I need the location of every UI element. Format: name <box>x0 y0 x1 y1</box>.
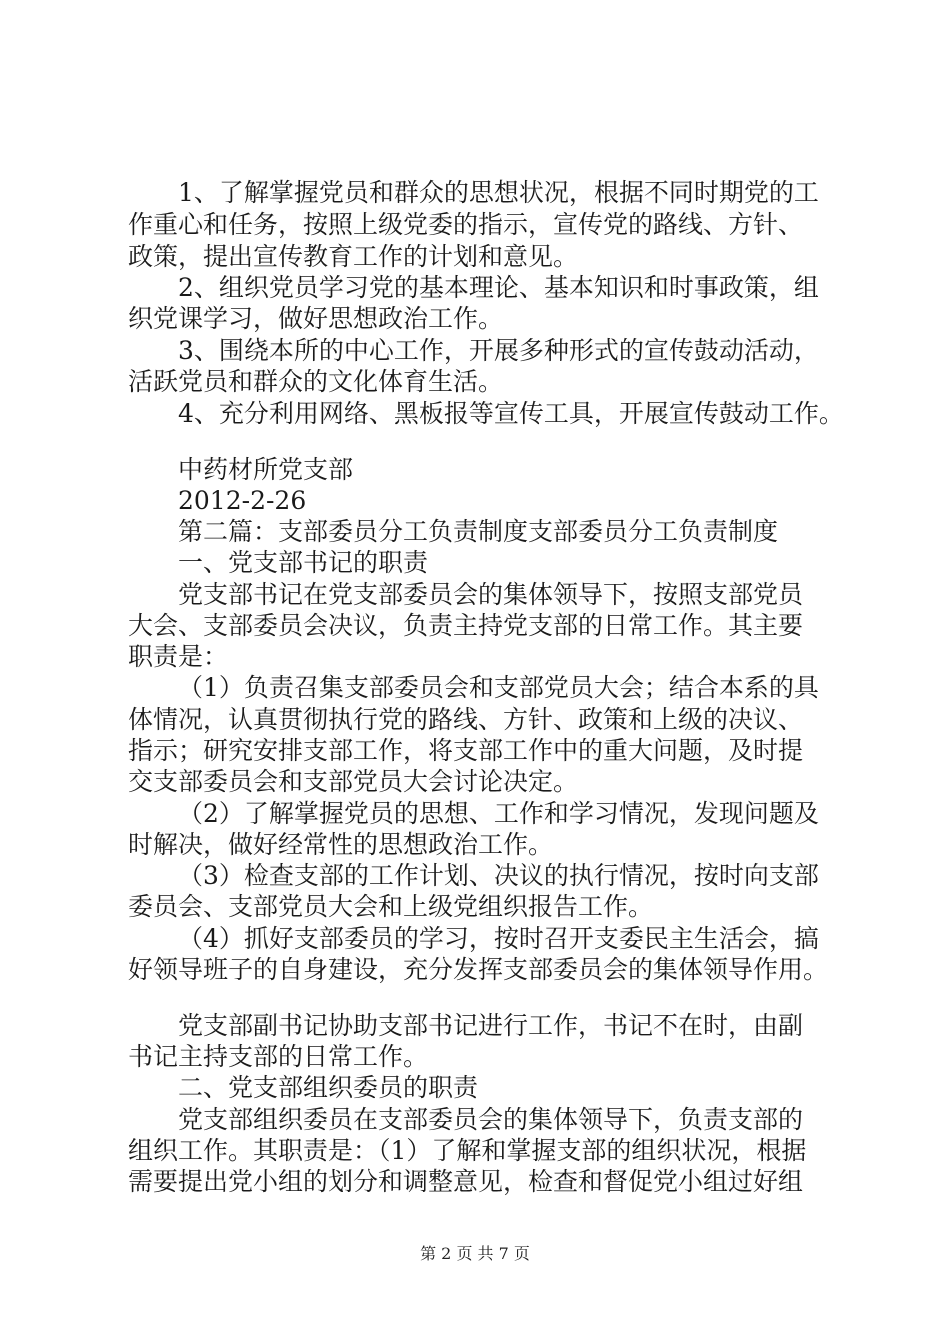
text-line: 2、组织党员学习党的基本理论、基本知识和时事政策，组 <box>178 273 819 302</box>
organization-name: 中药材所党支部 <box>178 455 354 484</box>
text-line: （2）了解掌握党员的思想、工作和学习情况，发现问题及 <box>178 799 819 828</box>
text-line: 书记主持支部的日常工作。 <box>128 1042 429 1071</box>
text-line: 体情况，认真贯彻执行党的路线、方针、政策和上级的决议、 <box>128 705 804 734</box>
text-line: 3、围绕本所的中心工作，开展多种形式的宣传鼓动活动， <box>178 336 819 365</box>
text-line: 交支部委员会和支部党员大会讨论决定。 <box>128 767 579 796</box>
text-line: （4）抓好支部委员的学习，按时召开支委民主生活会，搞 <box>178 924 819 953</box>
text-line: 活跃党员和群众的文化体育生活。 <box>128 367 504 396</box>
text-line: 指示；研究安排支部工作，将支部工作中的重大问题，及时提 <box>128 736 804 765</box>
subsection-heading: 一、党支部书记的职责 <box>178 548 429 577</box>
text-line: 大会、支部委员会决议，负责主持党支部的日常工作。其主要 <box>128 611 804 640</box>
text-line: 4、充分利用网络、黑板报等宣传工具，开展宣传鼓动工作。 <box>178 399 844 428</box>
text-line: 党支部书记在党支部委员会的集体领导下，按照支部党员 <box>178 580 804 609</box>
section-heading: 第二篇：支部委员分工负责制度支部委员分工负责制度 <box>178 517 779 546</box>
subsection-heading: 二、党支部组织委员的职责 <box>178 1073 479 1102</box>
text-line: 职责是： <box>128 642 229 671</box>
text-line: 织党课学习，做好思想政治工作。 <box>128 304 504 333</box>
text-line: 党支部副书记协助支部书记进行工作，书记不在时，由副 <box>178 1011 804 1040</box>
text-line: 时解决，做好经常性的思想政治工作。 <box>128 830 554 859</box>
text-line: 需要提出党小组的划分和调整意见，检查和督促党小组过好组 <box>128 1167 804 1196</box>
date-line: 2012-2-26 <box>178 486 307 515</box>
text-line: 委员会、支部党员大会和上级党组织报告工作。 <box>128 892 654 921</box>
text-line: （3）检查支部的工作计划、决议的执行情况，按时向支部 <box>178 861 819 890</box>
page-number: 第 2 页 共 7 页 <box>420 1244 530 1263</box>
text-line: 政策，提出宣传教育工作的计划和意见。 <box>128 242 579 271</box>
text-line: 好领导班子的自身建设，充分发挥支部委员会的集体领导作用。 <box>128 955 829 984</box>
text-line: 党支部组织委员在支部委员会的集体领导下，负责支部的 <box>178 1105 804 1134</box>
text-line: 1、了解掌握党员和群众的思想状况，根据不同时期党的工 <box>178 178 819 207</box>
text-line: 作重心和任务，按照上级党委的指示，宣传党的路线、方针、 <box>128 210 804 239</box>
text-line: 组织工作。其职责是：（1）了解和掌握支部的组织状况，根据 <box>128 1136 807 1165</box>
text-line: （1）负责召集支部委员会和支部党员大会；结合本系的具 <box>178 673 819 702</box>
